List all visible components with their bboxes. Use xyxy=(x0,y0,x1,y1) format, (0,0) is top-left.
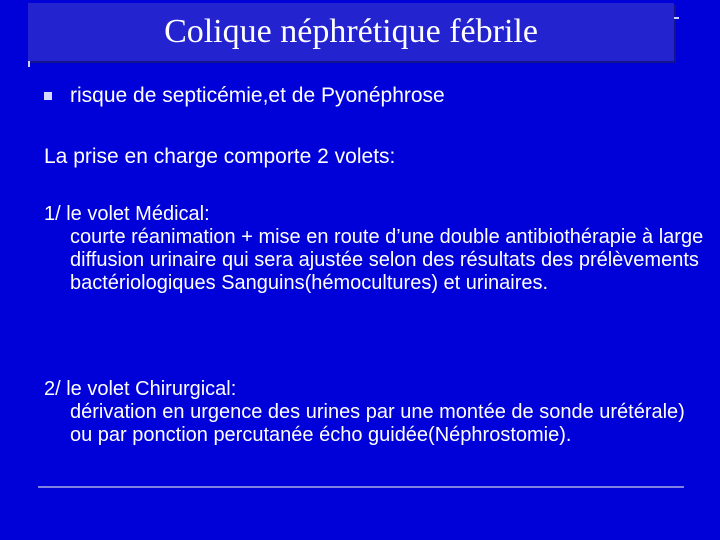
bullet-text: risque de septicémie,et de Pyonéphrose xyxy=(70,84,445,107)
section-medical xyxy=(44,203,704,295)
bottom-divider xyxy=(38,486,684,488)
section-medical-heading: 1/ le volet Médical: xyxy=(44,203,210,225)
intro-text: La prise en charge comporte 2 volets: xyxy=(44,145,396,168)
square-bullet-icon xyxy=(44,92,52,100)
slide-title: Colique néphrétique fébrile xyxy=(164,13,538,50)
section-surgical xyxy=(44,378,704,447)
section-medical-body: courte réanimation + mise en route d’une double antibiothérapie à large diffusion urinaire qui sera ajustée selon des résultats des prélèvements bactériologiques Sanguins(hémocultures) et urinaires. xyxy=(70,226,704,294)
section-surgical-heading: 2/ le volet Chirurgical: xyxy=(44,378,237,400)
bullet-item xyxy=(44,84,445,108)
title-accent-tick xyxy=(28,61,30,67)
title-accent-line xyxy=(674,17,679,19)
section-surgical-body: dérivation en urgence des urines par une montée de sonde urétérale) ou par ponction percutanée écho guidée(Néphrostomie). xyxy=(70,401,685,446)
title-box xyxy=(28,3,674,61)
